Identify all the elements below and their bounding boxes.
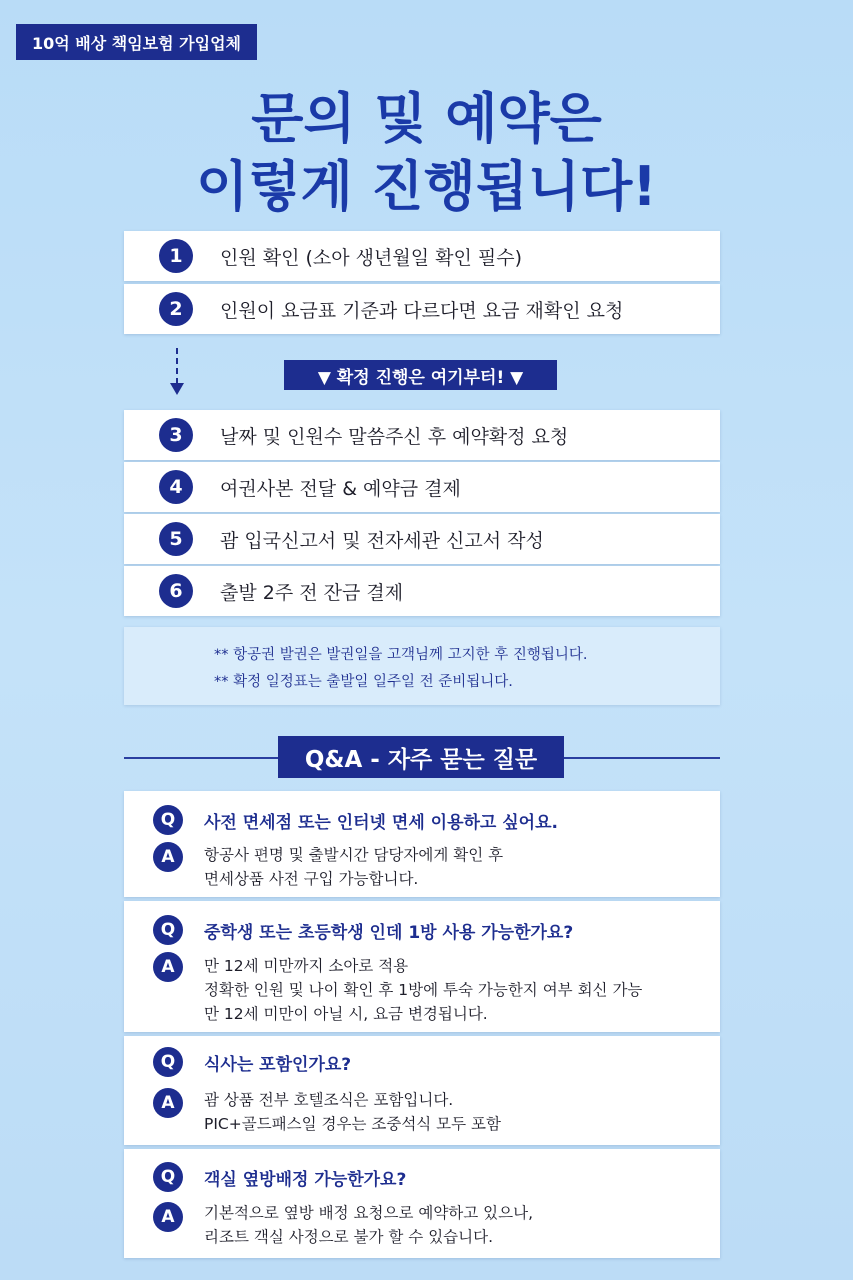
answer-line: 항공사 편명 및 출발시간 담당자에게 확인 후 xyxy=(204,846,504,864)
question-badge: Q xyxy=(153,1047,183,1077)
question-badge: Q xyxy=(153,805,183,835)
answer-line: 만 12세 미만이 아닐 시, 요금 변경됩니다. xyxy=(204,1005,488,1023)
confirm-start-banner: ▼ 확정 진행은 여기부터! ▼ xyxy=(284,360,557,390)
step-text: 여권사본 전달 & 예약금 결제 xyxy=(220,477,461,500)
step-text: 괌 입국신고서 및 전자세관 신고서 작성 xyxy=(220,529,544,552)
faq-item-1 xyxy=(124,791,720,897)
qa-section-title: Q&A - 자주 묻는 질문 xyxy=(278,736,564,778)
question-badge: Q xyxy=(153,1162,183,1192)
notes-box xyxy=(124,627,720,705)
step-2 xyxy=(124,284,720,334)
note-line: ** 확정 일정표는 출발일 일주일 전 준비됩니다. xyxy=(214,674,513,690)
note-line: ** 항공권 발권은 발권일을 고객님께 고지한 후 진행됩니다. xyxy=(214,647,588,663)
answer-line: 면세상품 사전 구입 가능합니다. xyxy=(204,870,419,888)
headline-line-1: 문의 및 예약은 xyxy=(251,87,602,150)
answer-line: 기본적으로 옆방 배정 요청으로 예약하고 있으나, xyxy=(204,1204,534,1222)
step-number: 3 xyxy=(159,418,193,452)
arrow-down-icon xyxy=(170,383,184,395)
question-text: 식사는 포함인가요? xyxy=(204,1055,352,1075)
question-text: 사전 면세점 또는 인터넷 면세 이용하고 싶어요. xyxy=(204,813,558,833)
question-badge: Q xyxy=(153,915,183,945)
answer-line: PIC+골드패스일 경우는 조중석식 모두 포함 xyxy=(204,1115,502,1133)
step-text: 날짜 및 인원수 말씀주신 후 예약확정 요청 xyxy=(220,425,569,448)
step-text: 출발 2주 전 잔금 결제 xyxy=(220,581,404,604)
insurance-badge: 10억 배상 책임보험 가입업체 xyxy=(16,24,257,60)
headline-line-2: 이렇게 진행됩니다! xyxy=(196,155,657,218)
step-number: 1 xyxy=(159,239,193,273)
step-3 xyxy=(124,410,720,460)
step-number: 4 xyxy=(159,470,193,504)
answer-line: 괌 상품 전부 호텔조식은 포함입니다. xyxy=(204,1091,454,1109)
answer-badge: A xyxy=(153,842,183,872)
dashed-arrow-line xyxy=(176,348,178,384)
step-text: 인원이 요금표 기준과 다르다면 요금 재확인 요청 xyxy=(220,299,624,322)
step-1 xyxy=(124,231,720,281)
answer-badge: A xyxy=(153,952,183,982)
question-text: 객실 옆방배정 가능한가요? xyxy=(204,1170,407,1190)
faq-item-4 xyxy=(124,1149,720,1258)
faq-item-3 xyxy=(124,1036,720,1145)
step-4 xyxy=(124,462,720,512)
step-number: 5 xyxy=(159,522,193,556)
step-5 xyxy=(124,514,720,564)
step-number: 2 xyxy=(159,292,193,326)
question-text: 중학생 또는 초등학생 인데 1방 사용 가능한가요? xyxy=(204,923,574,943)
faq-item-2 xyxy=(124,901,720,1032)
step-text: 인원 확인 (소아 생년월일 확인 필수) xyxy=(220,246,522,269)
step-6 xyxy=(124,566,720,616)
step-number: 6 xyxy=(159,574,193,608)
answer-line: 정확한 인원 및 나이 확인 후 1방에 투숙 가능한지 여부 회신 가능 xyxy=(204,981,643,999)
answer-line: 만 12세 미만까지 소아로 적용 xyxy=(204,957,409,975)
answer-badge: A xyxy=(153,1088,183,1118)
divider-left xyxy=(124,757,278,759)
answer-badge: A xyxy=(153,1202,183,1232)
divider-right xyxy=(564,757,720,759)
answer-line: 리조트 객실 사정으로 불가 할 수 있습니다. xyxy=(204,1228,494,1246)
